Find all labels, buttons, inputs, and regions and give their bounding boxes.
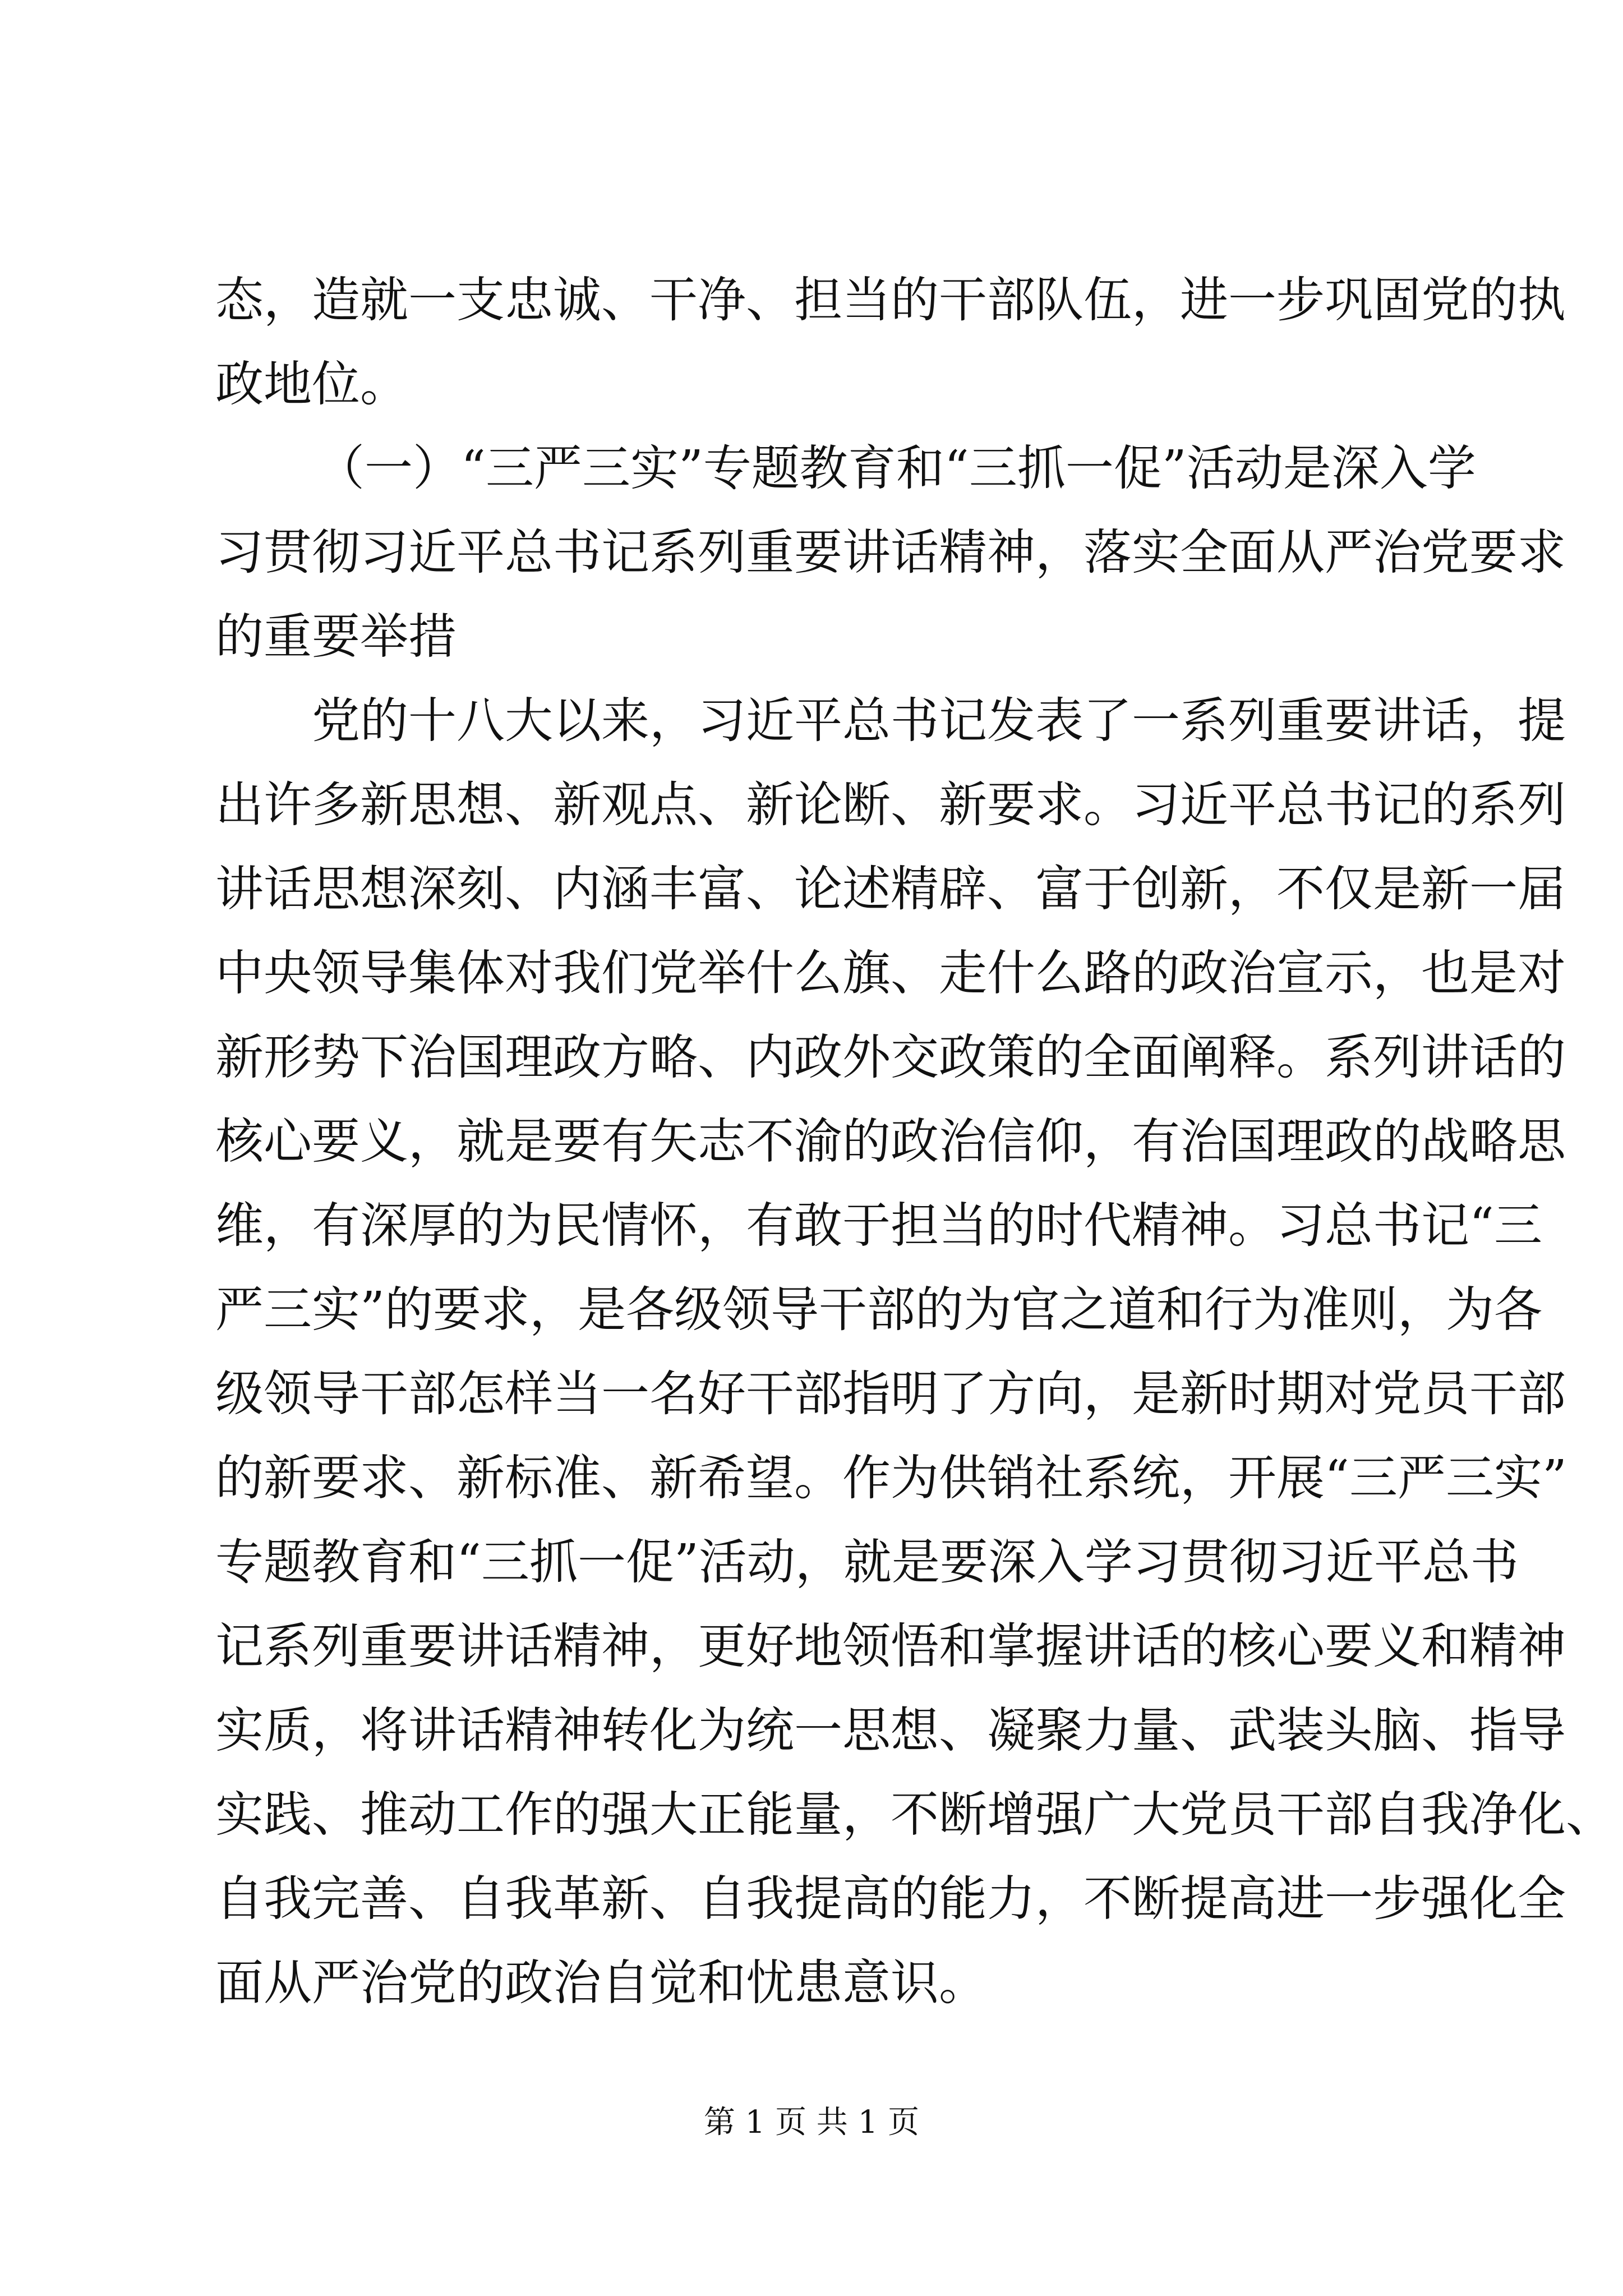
- paragraph-line: 态，造就一支忠诚、干净、担当的干部队伍，进一步巩固党的执: [215, 272, 1566, 328]
- paragraph-line: 严三实”的要求，是各级领导干部的为官之道和行为准则，为各: [215, 1282, 1542, 1338]
- section-heading-line: 的重要举措: [215, 609, 457, 665]
- paragraph-line: 讲话思想深刻、内涵丰富、论述精辟、富于创新，不仅是新一届: [215, 861, 1566, 917]
- paragraph-line: 政地位。: [215, 356, 408, 412]
- paragraph-line: 记系列重要讲话精神，更好地领悟和掌握讲话的核心要义和精神: [215, 1618, 1566, 1674]
- paragraph-line: 的新要求、新标准、新希望。作为供销社系统，开展“三严三实”: [215, 1450, 1567, 1506]
- section-heading-line: 习贯彻习近平总书记系列重要讲话精神，落实全面从严治党要求: [215, 524, 1566, 581]
- paragraph-line: 维，有深厚的为民情怀，有敢于担当的时代精神。习总书记“三: [215, 1198, 1542, 1254]
- paragraph-line: 出许多新思想、新观点、新论断、新要求。习近平总书记的系列: [215, 777, 1566, 833]
- paragraph-line: 级领导干部怎样当一名好干部指明了方向，是新时期对党员干部: [215, 1366, 1566, 1422]
- paragraph-line: 新形势下治国理政方略、内政外交政策的全面阐释。系列讲话的: [215, 1029, 1566, 1085]
- page-number-footer: 第 1 页 共 1 页: [703, 2104, 920, 2141]
- paragraph-line: 中央领导集体对我们党举什么旗、走什么路的政治宣示，也是对: [215, 945, 1566, 1001]
- paragraph-line: 实践、推动工作的强大正能量，不断增强广大党员干部自我净化、: [215, 1787, 1614, 1843]
- paragraph-line: 实质，将讲话精神转化为统一思想、凝聚力量、武装头脑、指导: [215, 1703, 1566, 1759]
- paragraph-line: 党的十八大以来，习近平总书记发表了一系列重要讲话，提: [312, 693, 1566, 749]
- paragraph-line: 专题教育和“三抓一促”活动，就是要深入学习贯彻习近平总书: [215, 1534, 1519, 1590]
- paragraph-line: 核心要义，就是要有矢志不渝的政治信仰，有治国理政的战略思: [215, 1114, 1566, 1170]
- section-heading-line: （一）“三严三实”专题教育和“三抓一促”活动是深入学: [316, 440, 1476, 496]
- document-body: [215, 258, 1614, 2025]
- paragraph-line: 自我完善、自我革新、自我提高的能力，不断提高进一步强化全: [215, 1871, 1566, 1927]
- paragraph-line: 面从严治党的政治自觉和忧患意识。: [215, 1955, 987, 2011]
